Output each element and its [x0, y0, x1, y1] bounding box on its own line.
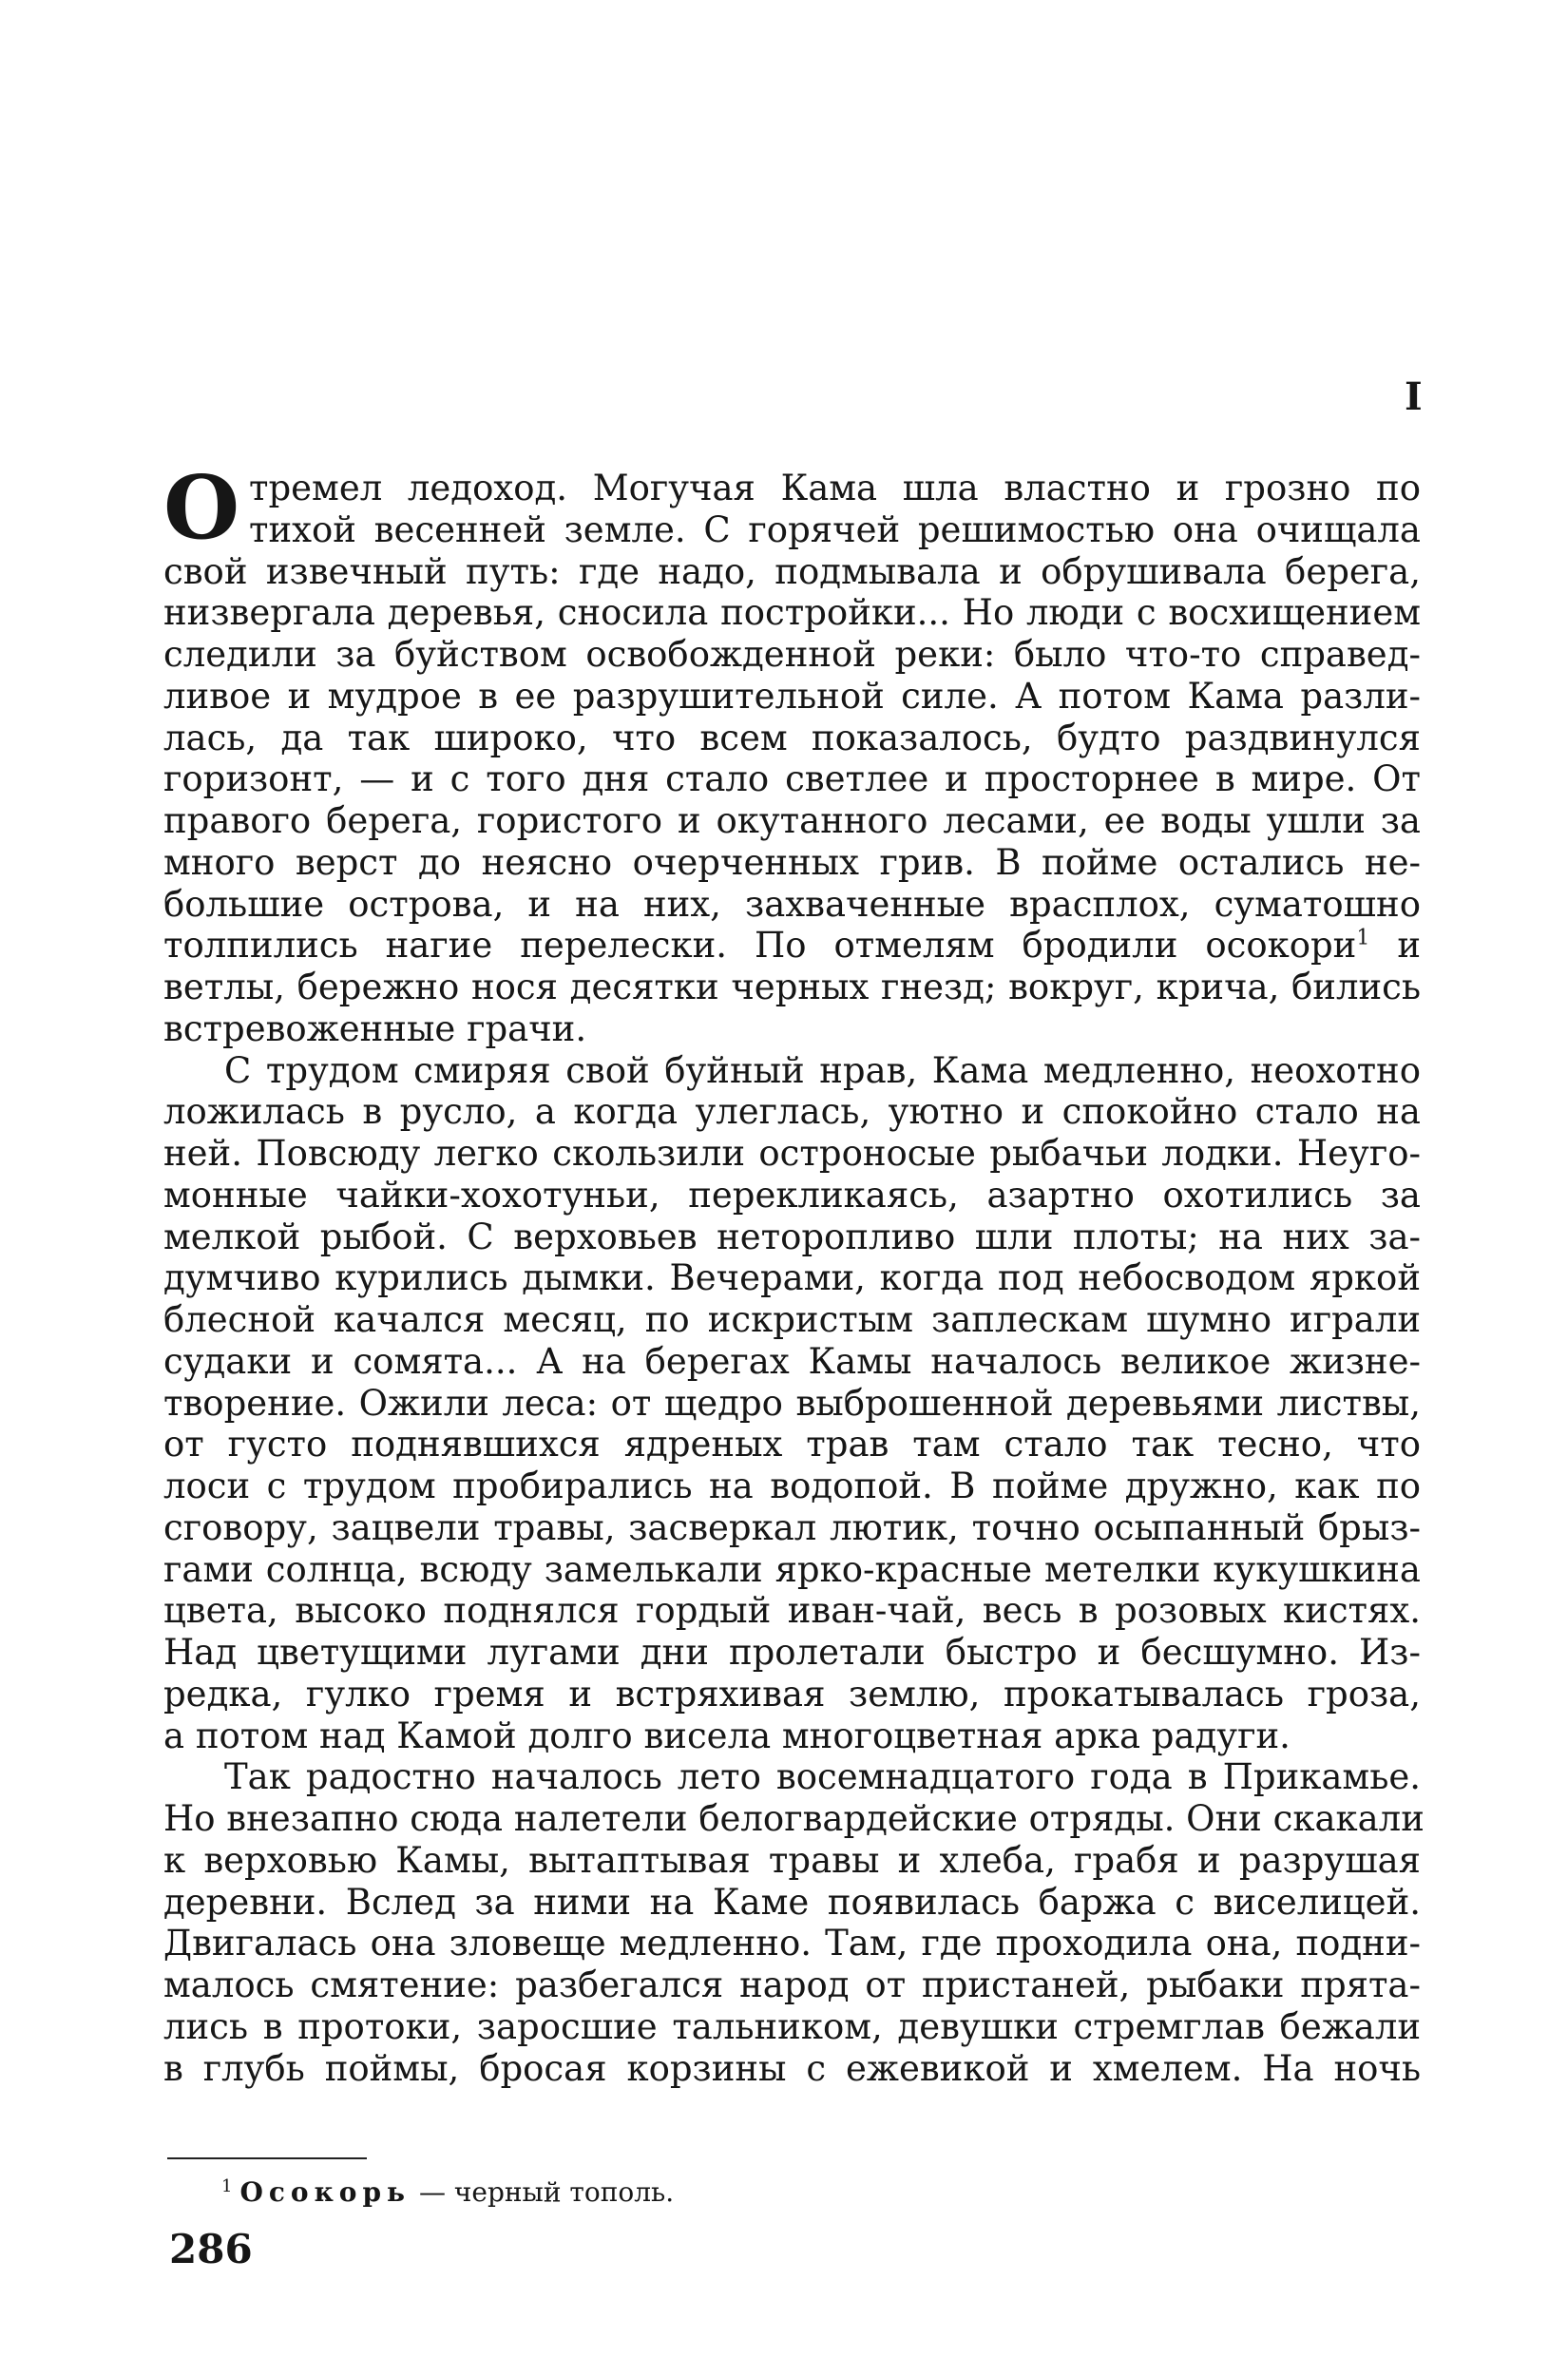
text-line: в глубь поймы, бросая корзины с ежевикой и хмелем. На ночь — [163, 2047, 1421, 2089]
footnote-mark: 1 — [221, 2175, 233, 2196]
text-line: деревни. Вслед за ними на Каме появилась баржа с виселицей. — [163, 1881, 1421, 1923]
text-line: монные чайки-хохотуньи, перекликаясь, азартно охотились за — [163, 1174, 1421, 1216]
text-line: много верст до неясно очерченных грив. В пойме остались не- — [163, 841, 1421, 883]
text-line: думчиво курились дымки. Вечерами, когда под небосводом яркой — [163, 1257, 1421, 1299]
text-line: Так радостно началось лето восемнадцатого года в Прикамье. — [224, 1756, 1421, 1798]
text-line: лоси с трудом пробирались на водопой. В пойме дружно, как по — [163, 1466, 1421, 1506]
body-text — [163, 456, 1425, 2089]
text-line: мелкой рыбой. С верховьев неторопливо шли плоты; на них за- — [163, 1216, 1421, 1257]
page-number: 286 — [169, 2226, 253, 2272]
text-line: ней. Повсюду легко скользили остроносые рыбачьи лодки. Неуго- — [163, 1133, 1421, 1174]
chapter-number: I — [1405, 374, 1423, 419]
text-line: С трудом смиряя свой буйный нрав, Кама медленно, неохотно — [224, 1049, 1421, 1091]
text-line: лись в протоки, заросшие тальником, девушки стремглав бежали — [163, 2005, 1421, 2047]
text-line: цвета, высоко поднялся гордый иван-чай, весь в розовых кистях. — [163, 1590, 1421, 1632]
text-line: лась, да так широко, что всем показалось, будто раздвинулся — [163, 717, 1421, 758]
text-line: а потом над Камой долго висела многоцветная арка радуги. — [163, 1715, 1291, 1756]
text-line: Двигалась она зловеще медленно. Там, где проходила она, подни- — [163, 1923, 1421, 1964]
text-line: редка, гулко гремя и встряхивая землю, прокатывалась гроза, — [163, 1673, 1421, 1715]
text-line: О тремел ледоход. Могучая Кама шла властно и грозно по — [163, 456, 1421, 559]
text-line: Но внезапно сюда налетели белогвардейские отряды. Они скакали — [163, 1798, 1425, 1839]
footnote — [221, 2176, 674, 2209]
footnote-term: Осокорь — [239, 2176, 411, 2208]
text-line: малось смятение: разбегался народ от пристаней, рыбаки прята- — [163, 1964, 1421, 2005]
text-line: встревоженные грачи. — [163, 1007, 587, 1049]
text-line: гами солнца, всюду замелькали ярко-красные метелки кукушкина — [163, 1548, 1421, 1590]
text-line: низвергала деревья, сносила постройки... Но люди с восхищением — [163, 592, 1421, 634]
text-line: творение. Ожили леса: от щедро выброшенной деревьями листвы, — [163, 1382, 1421, 1424]
drop-cap: О — [163, 456, 240, 559]
text-line: ложилась в русло, а когда улеглась, уютно и спокойно стало на — [163, 1091, 1421, 1133]
footnote-reference[interactable]: 1 — [1356, 926, 1370, 950]
text-line: сговору, зацвели травы, засверкал лютик, точно осыпанный брыз- — [163, 1506, 1421, 1548]
footnote-divider — [167, 2157, 367, 2159]
text-line: следили за буйством освобожденной реки: было что-то справед- — [163, 634, 1421, 675]
text-line: большие острова, и на них, захваченные врасплох, суматошно — [163, 883, 1421, 925]
text-line: ливое и мудрое в ее разрушительной силе. А потом Кама разли- — [163, 675, 1421, 717]
footnote-definition: черный тополь. — [453, 2176, 675, 2208]
text-line: ветлы, бережно нося десятки черных гнезд; вокруг, крича, бились — [163, 967, 1421, 1007]
footnote-dash: — — [411, 2176, 454, 2208]
text-line: от густо поднявшихся ядреных трав там стало так тесно, что — [163, 1424, 1421, 1466]
text-line: тихой весенней земле. С горячей решимостью она очищала — [249, 508, 1421, 550]
text-line: свой извечный путь: где надо, подмывала и обрушивала берега, — [163, 550, 1421, 592]
text-line: толпились нагие перелески. По отмелям бродили осокори$^1$ и — [163, 925, 1421, 967]
text-line: к верховью Камы, вытаптывая травы и хлеба, грабя и разрушая — [163, 1839, 1421, 1881]
text-line: блесной качался месяц, по искристым заплескам шумно играли — [163, 1299, 1421, 1340]
text-line: Над цветущими лугами дни пролетали быстро и бесшумно. Из- — [163, 1632, 1421, 1673]
text-line: горизонт, — и с того дня стало светлее и просторнее в мире. От — [163, 758, 1421, 800]
text-line: правого берега, гористого и окутанного лесами, ее воды ушли за — [163, 800, 1421, 841]
text-line: судаки и сомята... А на берегах Камы началось великое жизне- — [163, 1340, 1421, 1382]
